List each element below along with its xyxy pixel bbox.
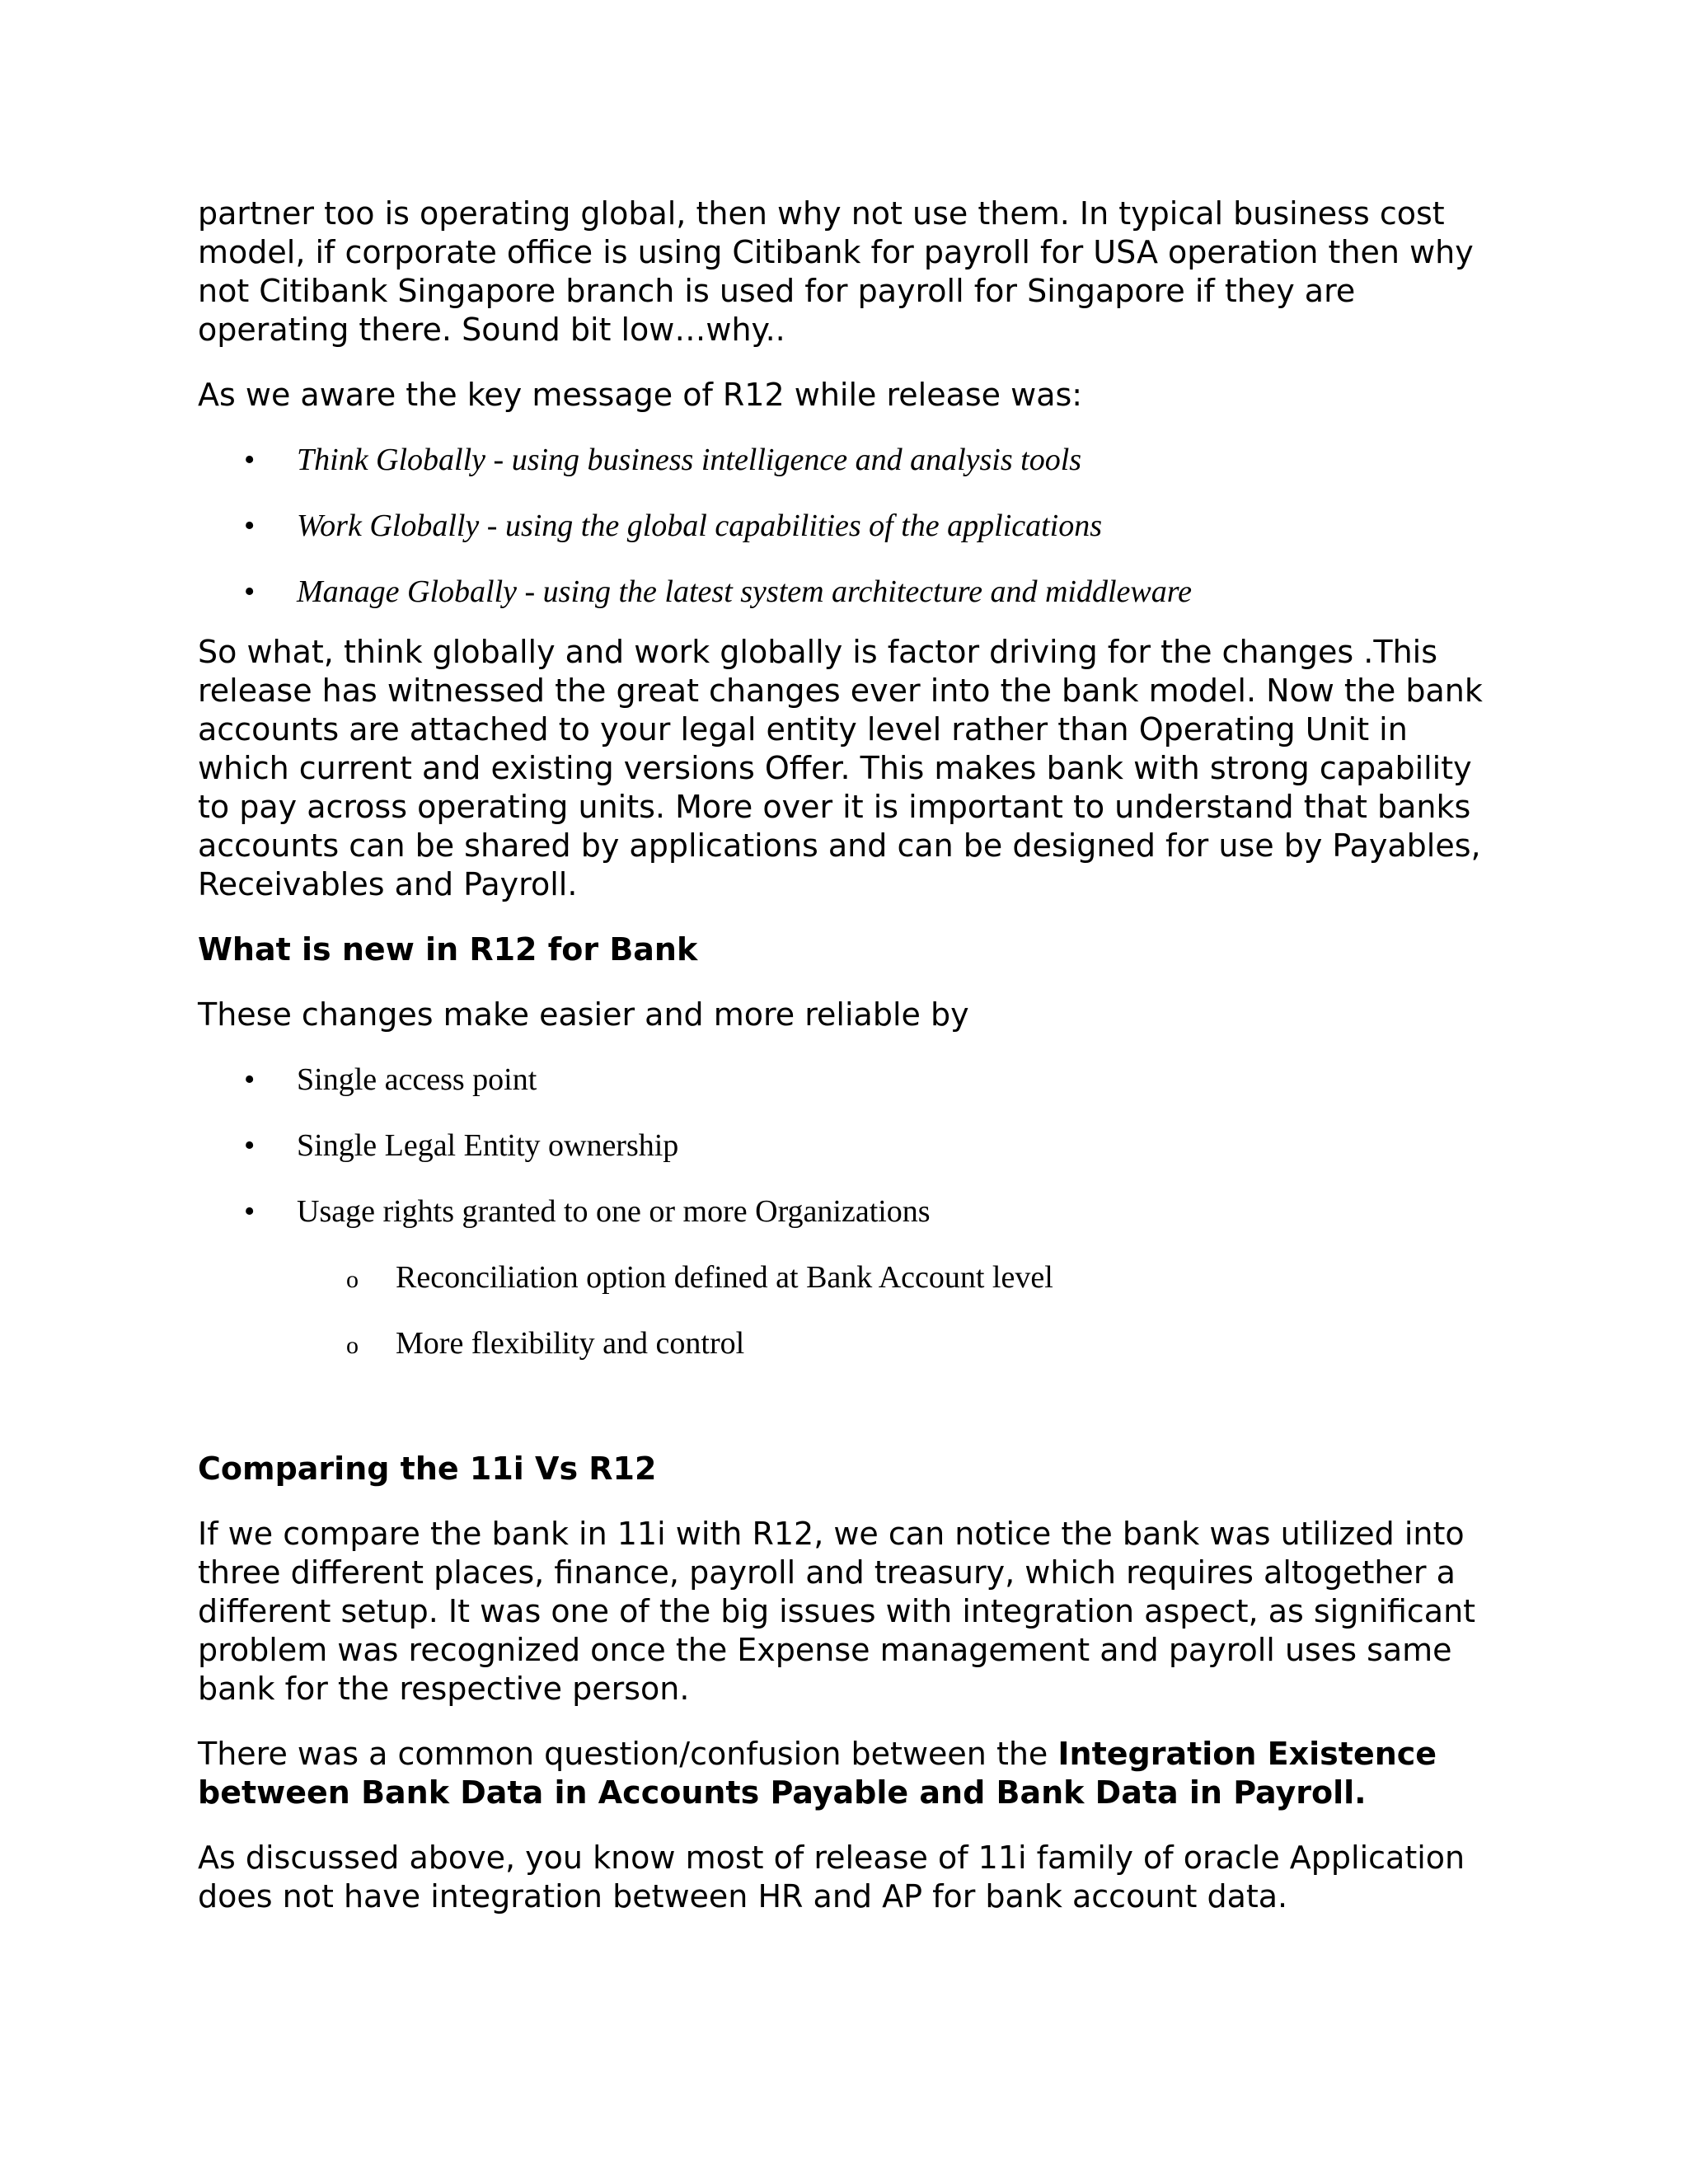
new-intro: These changes make easier and more reliable by [198,996,969,1033]
sub-list-item [198,1324,1500,1363]
question-paragraph [198,1735,1500,1812]
sub-list-item-text: More flexibility and control [396,1326,745,1361]
question-bold: Integration Existence between Bank Data in Accounts Payable and Bank Data in Payroll. [198,1736,1437,1811]
circle-bullet-icon: o [346,1266,359,1293]
list-item [198,1193,1500,1363]
bullet-icon: • [244,443,256,477]
document-page [198,194,1500,1943]
sub-list-item-text: Reconciliation option defined at Bank Account level [396,1260,1053,1295]
sub-list [297,1258,1500,1363]
list-item-text: Manage Globally - using the latest system architecture and middleware [297,574,1192,609]
intro-paragraph: partner too is operating global, then why not use them. In typical business cost model, if corporate office is using Citibank for payroll for USA operation then why not Citibank Singapore branch is used for payroll for Singapore if they are operating there. Sound bit low…why.. [198,195,1474,348]
list-item [198,573,1500,612]
heading-whats-new: What is new in R12 for Bank [198,931,698,968]
key-messages-list [198,441,1500,612]
bullet-icon: • [244,509,256,543]
sub-list-item [198,1258,1500,1297]
circle-bullet-icon: o [346,1332,359,1359]
bullet-icon: • [244,1128,256,1163]
heading-comparing: Comparing the 11i Vs R12 [198,1451,657,1487]
changes-paragraph: So what, think globally and work globally is factor driving for the changes .This release has witnessed the great changes ever into the bank model. Now the bank accounts are attached to your legal entity level rather than Operating Unit in which current and existing versions Offer. This makes bank with strong capability to pay across operating units. More over it is important to understand that banks accounts can be shared by applications and can be designed for use by Payables, Receivables and Payroll. [198,634,1483,902]
compare-paragraph: If we compare the bank in 11i with R12, we can notice the bank was utilized into three different places, finance, payroll and treasury, which requires altogether a different setup. It was one of the big issues with integration aspect, as significant problem was recognized once the Expense management and payroll uses same bank for the respective person. [198,1516,1476,1707]
question-lead: There was a common question/confusion between the [198,1736,1058,1772]
bullet-icon: • [244,1194,256,1229]
list-item [198,507,1500,546]
list-item [198,1061,1500,1099]
bullet-icon: • [244,574,256,609]
list-item [198,441,1500,480]
list-item-text: Think Globally - using business intelligence and analysis tools [297,443,1082,477]
list-item-text: Single Legal Entity ownership [297,1128,679,1163]
list-item-text: Single access point [297,1062,537,1097]
list-item-text: Work Globally - using the global capabilities of the applications [297,509,1103,543]
bullet-icon: • [244,1062,256,1097]
spacer [198,1390,1500,1450]
list-item-text: Usage rights granted to one or more Organizations [297,1194,931,1229]
discussed-paragraph: As discussed above, you know most of release of 11i family of oracle Application does not have integration between HR and AP for bank account data. [198,1840,1465,1915]
list-item [198,1127,1500,1165]
new-features-list [198,1061,1500,1363]
key-message-intro: As we aware the key message of R12 while release was: [198,377,1083,413]
